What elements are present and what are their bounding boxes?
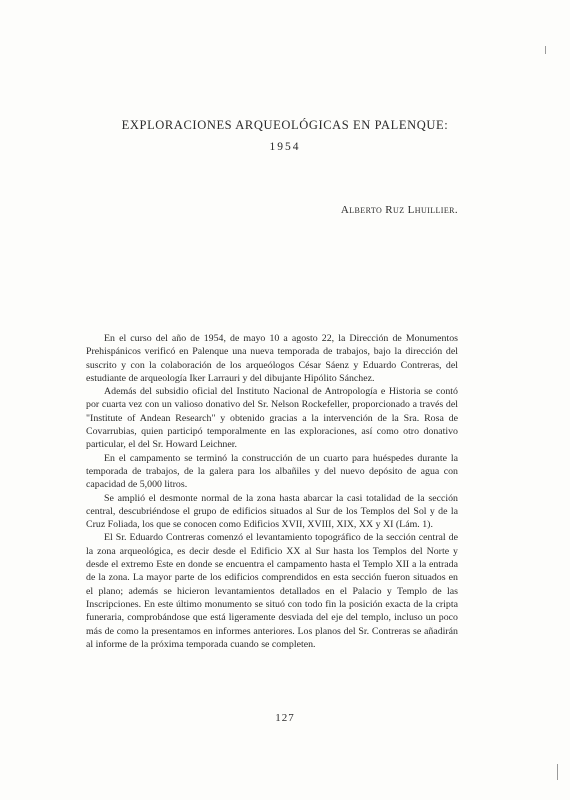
paragraph-3: En el campamento se terminó la construcción de un cuarto para huéspedes durante la temporada de trabajos, de la galera para los albañiles y del nuevo depósito de agua con capacidad de 5,000 litros.	[86, 452, 458, 491]
article-title: EXPLORACIONES ARQUEOLÓGICAS EN PALENQUE:	[121, 118, 449, 132]
margin-mark-bottom	[557, 764, 558, 780]
margin-mark-top	[545, 46, 546, 54]
page-number: 127	[275, 712, 295, 724]
paragraph-5: El Sr. Eduardo Contreras comenzó el levantamiento topográfico de la sección central de la zona arqueológica, es decir desde el Edificio XX al Sur hasta los Templos del Norte y desde el extremo Este en donde se encuentra el campamento hasta el Templo XII a la entrada de la zona. La mayor parte de los edificios comprendidos en esta sección fueron situados en el plano; además se hicieron levantamientos detallados en el Palacio y Templo de las Inscripciones. En este último monumento se situó con todo fin la posición exacta de la cripta funeraria, comprobándose que está ligeramente desviada del eje del templo, incluso un poco más de como la presentamos en informes anteriores. Los planos del Sr. Contreras se añadirán al informe de la próxima temporada cuando se completen.	[86, 532, 458, 650]
article-body	[86, 332, 458, 651]
article-year: 1954	[269, 141, 301, 153]
article-author: Alberto Ruz Lhuillier.	[340, 204, 458, 216]
paragraph-1: En el curso del año de 1954, de mayo 10 a agosto 22, la Dirección de Monumentos Prehispánicos verificó en Palenque una nueva temporada de trabajos, bajo la dirección del suscrito y con la colaboración de los arqueólogos César Sáenz y Eduardo Contreras, del estudiante de arqueología Iker Larrauri y del dibujante Hipólito Sánchez.	[86, 333, 458, 384]
paragraph-4: Se amplió el desmonte normal de la zona hasta abarcar la casi totalidad de la sección central, descubriéndose el grupo de edificios situados al Sur de los Templos del Sol y de la Cruz Foliada, los que se conocen como Edificios XVII, XVIII, XIX, XX y XI (Lám. 1).	[86, 492, 458, 531]
paragraph-2: Además del subsidio oficial del Instituto Nacional de Antropología e Historia se contó por cuarta vez con un valioso donativo del Sr. Nelson Rockefeller, proporcionado a través del "Institute of Andean Research" y obtenido gracias a la intervención de la Sra. Rosa de Covarrubias, quien participó temporalmente en las exploraciones, así como otro donativo particular, el del Sr. Howard Leichner.	[86, 386, 458, 451]
